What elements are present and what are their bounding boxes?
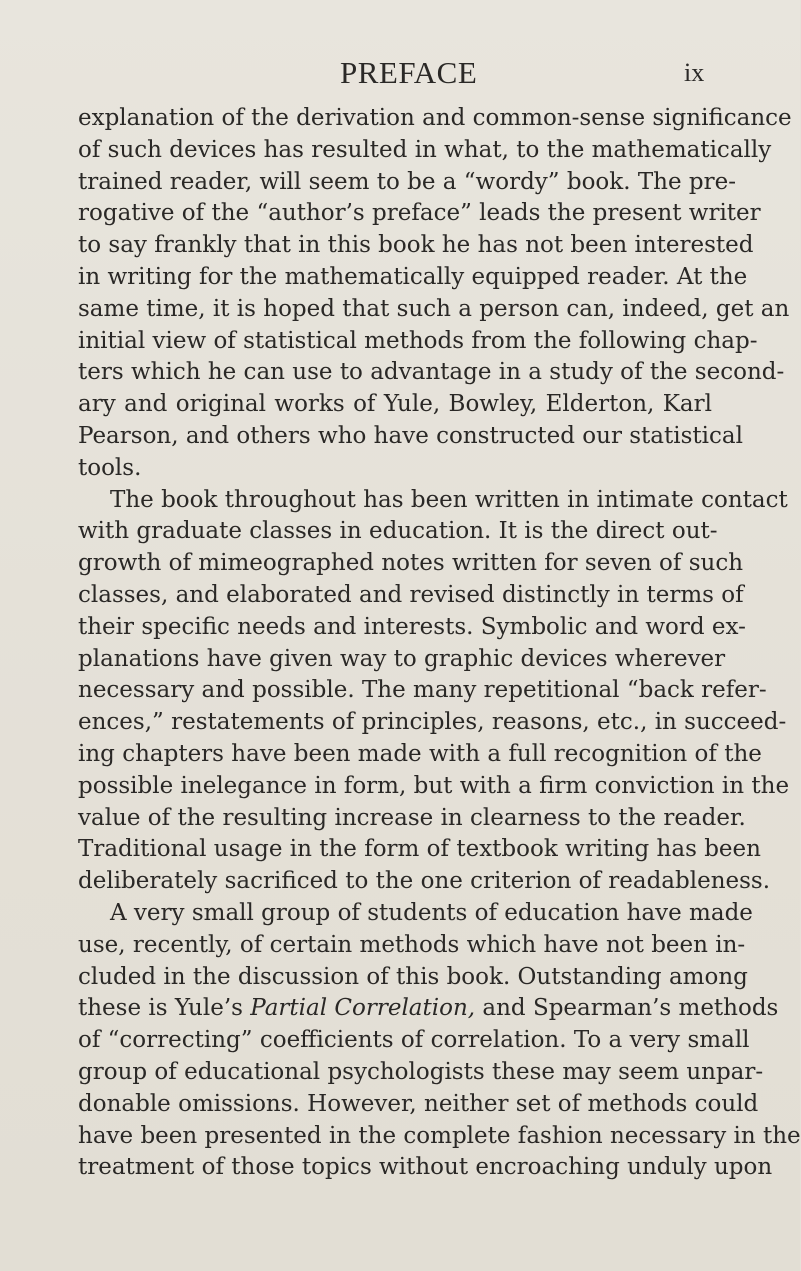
paragraph-start-line: A very small group of students of education have made <box>110 899 753 926</box>
text-line: donable omissions. However, neither set of methods could <box>78 1090 759 1117</box>
text-line: ters which he can use to advantage in a study of the second- <box>78 359 785 386</box>
text-line: possible inelegance in form, but with a firm conviction in the <box>78 772 790 799</box>
text-line: tools. <box>78 454 142 481</box>
page-number: ix <box>684 58 705 87</box>
line-suffix: and Spearman’s methods <box>475 995 779 1022</box>
body-text <box>78 103 801 1184</box>
text-line: trained reader, will seem to be a “wordy” book. The pre- <box>78 168 737 195</box>
text-line: use, recently, of certain methods which have not been in- <box>78 931 746 958</box>
text-line: group of educational psychologists these may seem unpar- <box>78 1058 764 1085</box>
book-title-italic: Partial Correlation, <box>250 995 476 1022</box>
text-line: growth of mimeographed notes written for seven of such <box>78 550 744 577</box>
text-line: deliberately sacrificed to the one criterion of readableness. <box>78 868 771 895</box>
text-line: ences,” restatements of principles, reasons, etc., in succeed- <box>78 709 787 736</box>
text-line: planations have given way to graphic devices wherever <box>78 645 726 672</box>
text-line: in writing for the mathematically equipped reader. At the <box>78 263 748 290</box>
text-line: Pearson, and others who have constructed our statistical <box>78 422 743 449</box>
text-line: Traditional usage in the form of textbook writing has been <box>78 836 761 863</box>
text-line: same time, it is hoped that such a person can, indeed, get an <box>78 295 790 322</box>
text-line: to say frankly that in this book he has not been interested <box>78 232 754 259</box>
text-line: with graduate classes in education. It is the direct out- <box>78 518 718 545</box>
text-line: initial view of statistical methods from the following chap- <box>78 327 758 354</box>
line-prefix: these is Yule’s <box>78 995 251 1022</box>
text-line: classes, and elaborated and revised distinctly in terms of <box>78 581 744 608</box>
text-line: rogative of the “author’s preface” leads the present writer <box>78 200 761 227</box>
page-header <box>0 55 800 95</box>
text-line: of such devices has resulted in what, to the mathematically <box>78 136 772 163</box>
text-line: their specific needs and interests. Symbolic and word ex- <box>78 613 746 640</box>
running-title: PREFACE <box>340 55 478 90</box>
text-line-with-italic <box>78 993 779 1025</box>
text-line: of “correcting” coefficients of correlation. To a very small <box>78 1027 750 1054</box>
text-line: ary and original works of Yule, Bowley, Elderton, Karl <box>78 391 712 418</box>
text-line: value of the resulting increase in clearness to the reader. <box>78 804 746 831</box>
text-line: explanation of the derivation and common-sense significance <box>78 105 792 131</box>
text-line: necessary and possible. The many repetitional “back refer- <box>78 677 767 704</box>
text-line: have been presented in the complete fashion necessary in the <box>78 1122 801 1149</box>
paragraph-start-line: The book throughout has been written in intimate contact <box>110 486 788 513</box>
text-line: cluded in the discussion of this book. Outstanding among <box>78 963 748 990</box>
text-line: ing chapters have been made with a full recognition of the <box>78 740 762 767</box>
text-line: treatment of those topics without encroaching unduly upon <box>78 1154 773 1181</box>
